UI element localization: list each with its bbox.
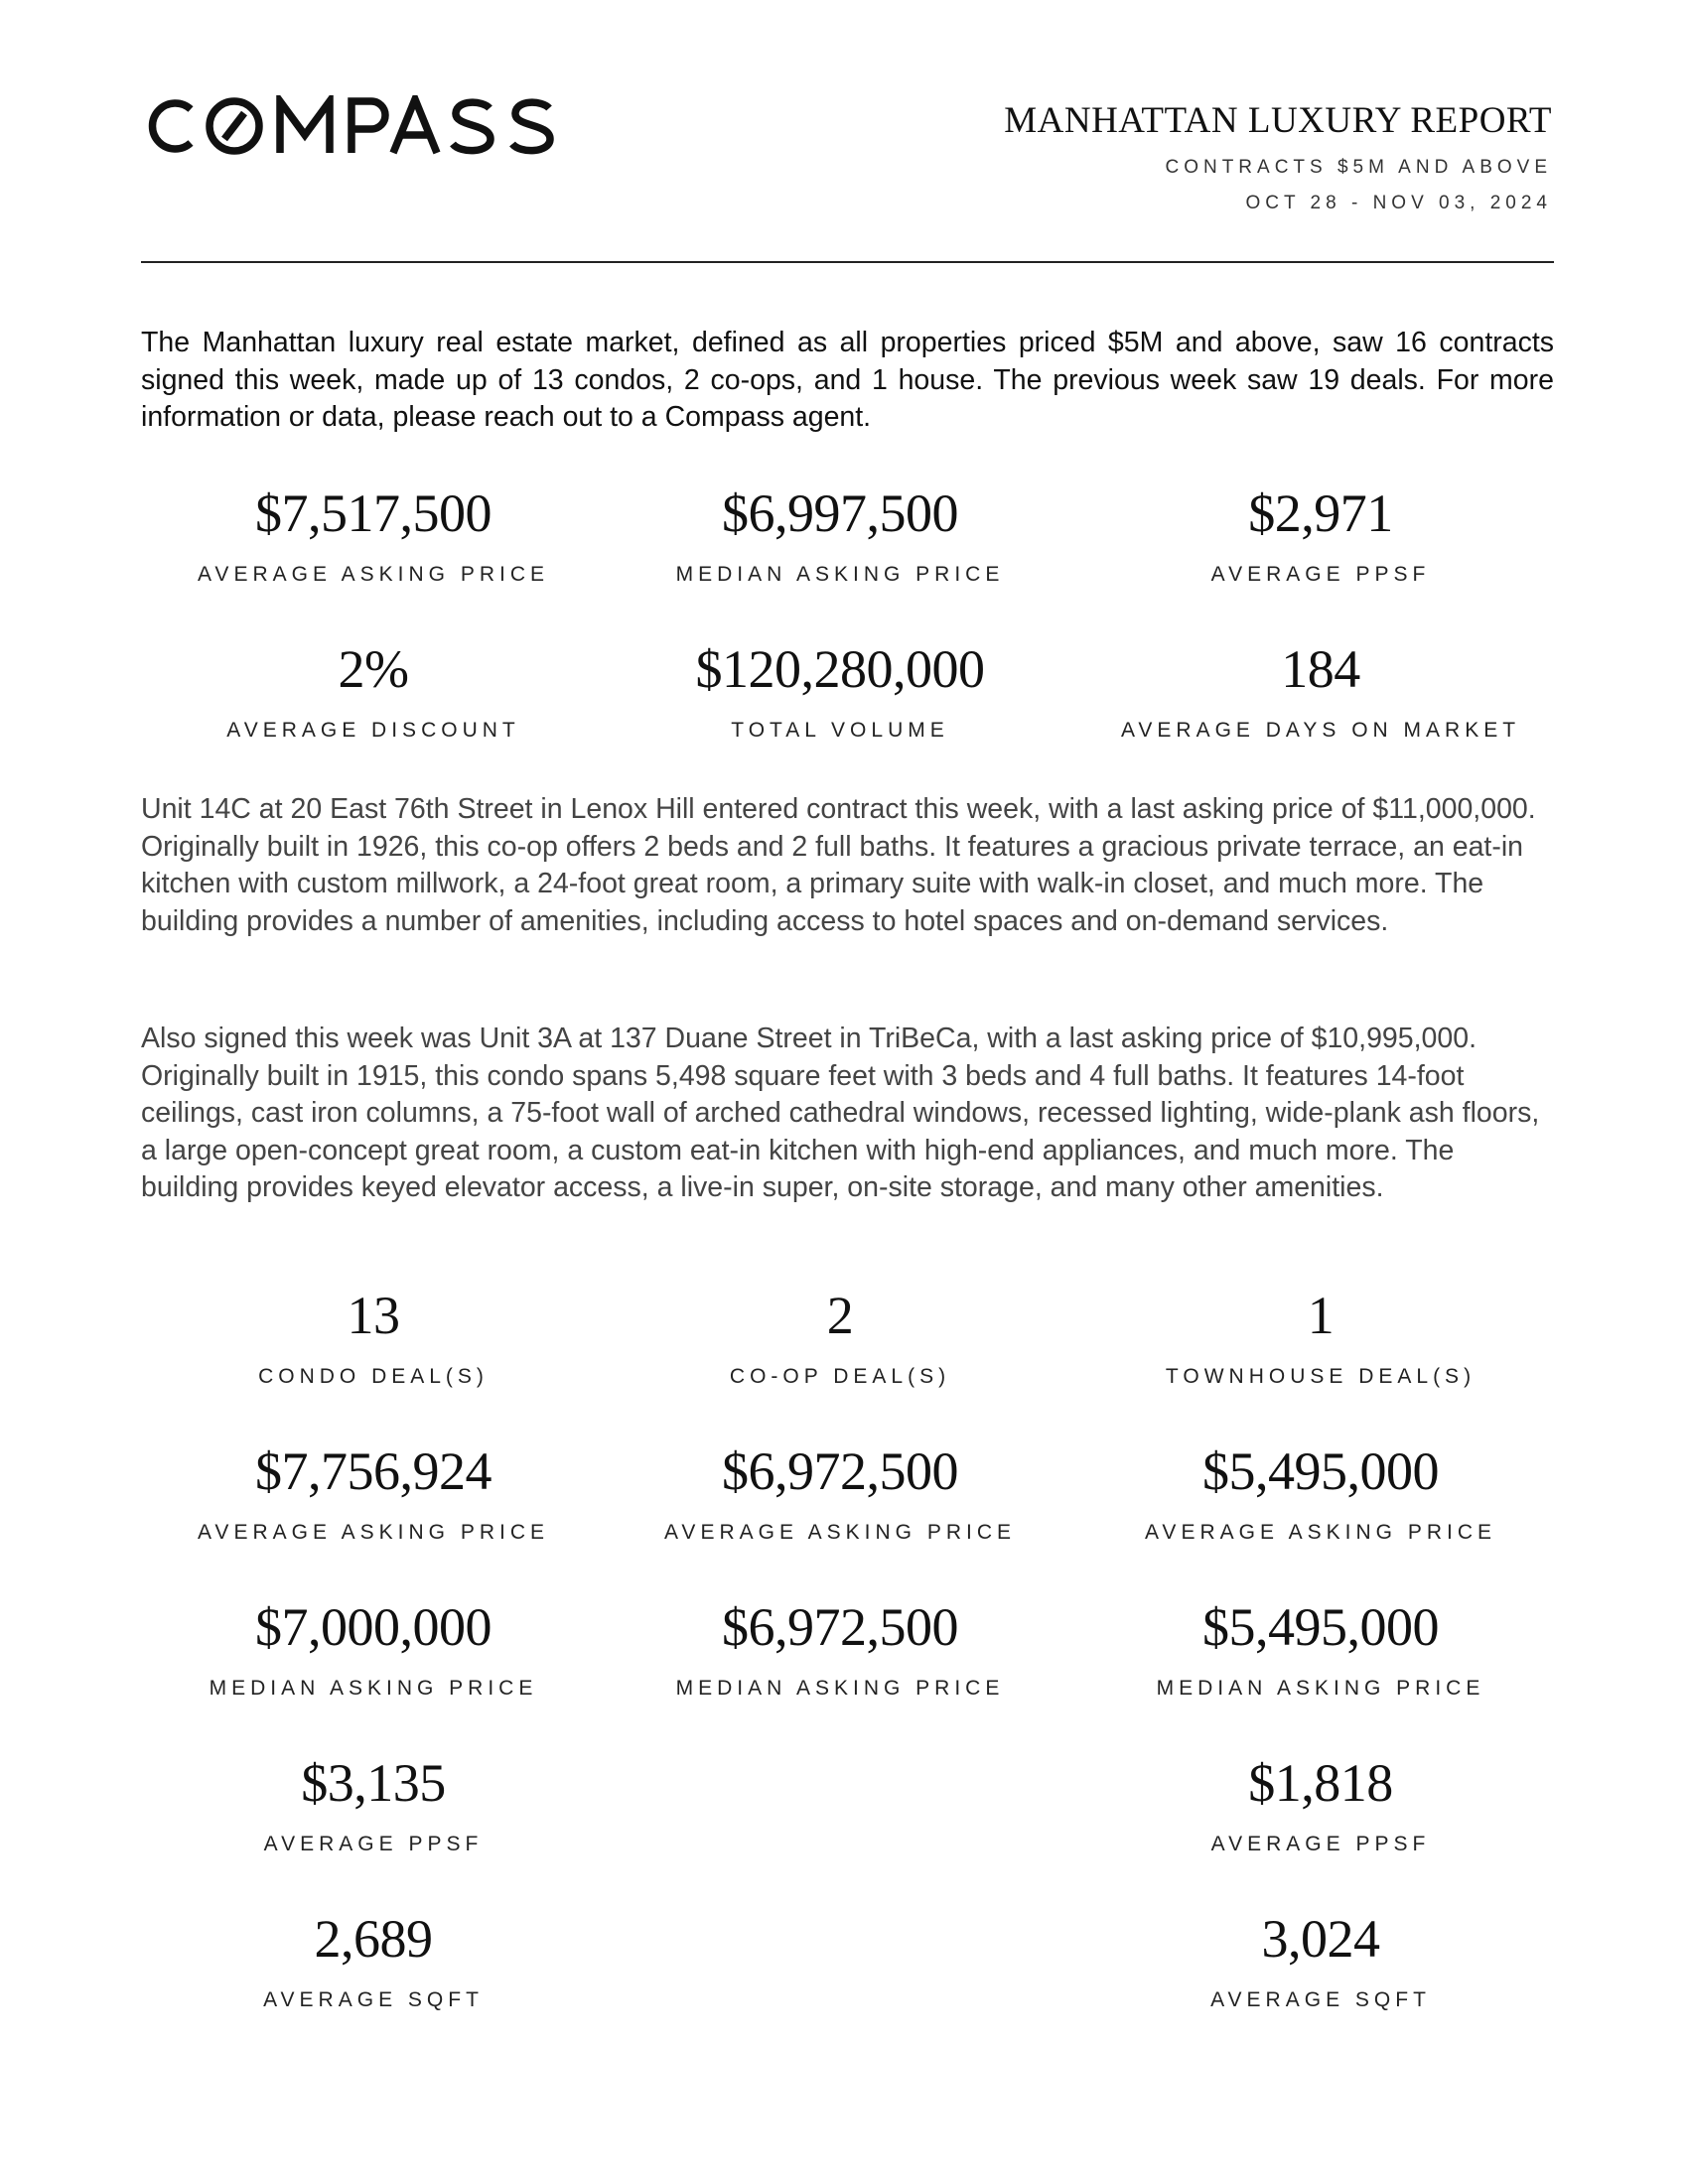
- stat-value: $5,495,000: [1202, 1441, 1439, 1501]
- stat-label: AVERAGE ASKING PRICE: [197, 1521, 550, 1544]
- stat-value: 184: [1281, 639, 1360, 699]
- stat-label: AVERAGE SQFT: [1210, 1988, 1431, 2011]
- stat-label: AVERAGE DAYS ON MARKET: [1120, 719, 1521, 742]
- coop-average-asking-price: [612, 1439, 1068, 1545]
- stat-average-days-on-market: [1092, 637, 1549, 743]
- stat-average-asking-price: [145, 481, 602, 587]
- coop-deals: [612, 1284, 1068, 1389]
- compass-logo: [141, 94, 562, 170]
- coop-median-asking-price: [612, 1595, 1068, 1701]
- stat-median-asking-price: [612, 481, 1068, 587]
- stat-value: $6,972,500: [722, 1597, 958, 1657]
- stat-value: $6,972,500: [722, 1441, 958, 1501]
- stat-value: $2,971: [1248, 483, 1393, 543]
- stat-value: $7,000,000: [255, 1597, 492, 1657]
- stat-label: TOTAL VOLUME: [731, 719, 949, 742]
- stat-label: AVERAGE PPSF: [1210, 1833, 1431, 1855]
- stat-label: TOWNHOUSE DEAL(S): [1165, 1365, 1477, 1388]
- report-title: MANHATTAN LUXURY REPORT: [1004, 100, 1552, 141]
- stat-value: 3,024: [1261, 1909, 1380, 1969]
- townhouse-deals: [1092, 1284, 1549, 1389]
- stat-value: 2: [826, 1286, 854, 1345]
- townhouse-median-asking-price: [1092, 1595, 1549, 1701]
- header-divider: [141, 261, 1554, 263]
- stat-value: $1,818: [1248, 1753, 1393, 1813]
- stat-label: AVERAGE DISCOUNT: [226, 719, 520, 742]
- stat-total-volume: [612, 637, 1068, 743]
- stat-label: MEDIAN ASKING PRICE: [209, 1677, 538, 1700]
- stat-value: $7,517,500: [255, 483, 492, 543]
- stat-label: CONDO DEAL(S): [258, 1365, 489, 1388]
- stat-value: 2%: [338, 639, 409, 699]
- stat-label: MEDIAN ASKING PRICE: [1156, 1677, 1485, 1700]
- stat-value: $5,495,000: [1202, 1597, 1439, 1657]
- report-date-range: OCT 28 - NOV 03, 2024: [1245, 193, 1552, 213]
- stat-label: CO-OP DEAL(S): [729, 1365, 951, 1388]
- townhouse-average-asking-price: [1092, 1439, 1549, 1545]
- stat-value: 1: [1307, 1286, 1335, 1345]
- highlight-paragraph-2: Also signed this week was Unit 3A at 137 Duane Street in TriBeCa, with a last asking price of $10,995,000. Originally built in 1915, this condo spans 5,498 square feet with 3 beds and 4 full baths. It features 14-foot ceilings, cast iron columns, a 75-foot wall of arched cathedral windows, recessed lighting, wide-plank ash floors, a large open-concept great room, a custom eat-in kitchen with high-end appliances, and much more. The building provides keyed elevator access, a live-in super, on-site storage, and many other amenities.: [141, 1023, 1540, 1203]
- stat-value: $7,756,924: [255, 1441, 492, 1501]
- stat-average-ppsf: [1092, 481, 1549, 587]
- stat-label: AVERAGE ASKING PRICE: [197, 563, 550, 586]
- condo-average-asking-price: [145, 1439, 602, 1545]
- compass-wordmark-icon: [141, 95, 562, 157]
- stat-label: AVERAGE PPSF: [263, 1833, 484, 1855]
- stat-label: AVERAGE SQFT: [263, 1988, 484, 2011]
- condo-deals: [145, 1284, 602, 1389]
- stat-label: AVERAGE PPSF: [1210, 563, 1431, 586]
- stat-label: MEDIAN ASKING PRICE: [675, 563, 1005, 586]
- report-header: [1004, 99, 1552, 214]
- townhouse-average-sqft: [1092, 1907, 1549, 2012]
- highlight-paragraph-1: Unit 14C at 20 East 76th Street in Lenox Hill entered contract this week, with a last asking price of $11,000,000. Originally built in 1926, this co-op offers 2 beds and 2 full baths. It features a gracious private terrace, an eat-in kitchen with custom millwork, a 24-foot great room, a primary suite with walk-in closet, and much more. The building provides a number of amenities, including access to hotel spaces and on-demand services.: [141, 793, 1536, 937]
- stat-value: 13: [347, 1286, 400, 1345]
- stat-label: AVERAGE ASKING PRICE: [1144, 1521, 1497, 1544]
- stat-average-discount: [145, 637, 602, 743]
- townhouse-average-ppsf: [1092, 1751, 1549, 1856]
- intro-paragraph: The Manhattan luxury real estate market, defined as all properties priced $5M and above, saw 16 contracts signed this week, made up of 13 condos, 2 co-ops, and 1 house. The previous week saw 19 deals. For more information or data, please reach out to a Compass agent.: [141, 327, 1554, 433]
- stat-value: $120,280,000: [695, 639, 985, 699]
- stat-value: 2,689: [314, 1909, 433, 1969]
- stat-label: MEDIAN ASKING PRICE: [675, 1677, 1005, 1700]
- stat-label: AVERAGE ASKING PRICE: [663, 1521, 1017, 1544]
- stat-value: $6,997,500: [722, 483, 958, 543]
- stat-value: $3,135: [301, 1753, 446, 1813]
- condo-median-asking-price: [145, 1595, 602, 1701]
- report-subtitle: CONTRACTS $5M AND ABOVE: [1165, 157, 1552, 178]
- condo-average-ppsf: [145, 1751, 602, 1856]
- condo-average-sqft: [145, 1907, 602, 2012]
